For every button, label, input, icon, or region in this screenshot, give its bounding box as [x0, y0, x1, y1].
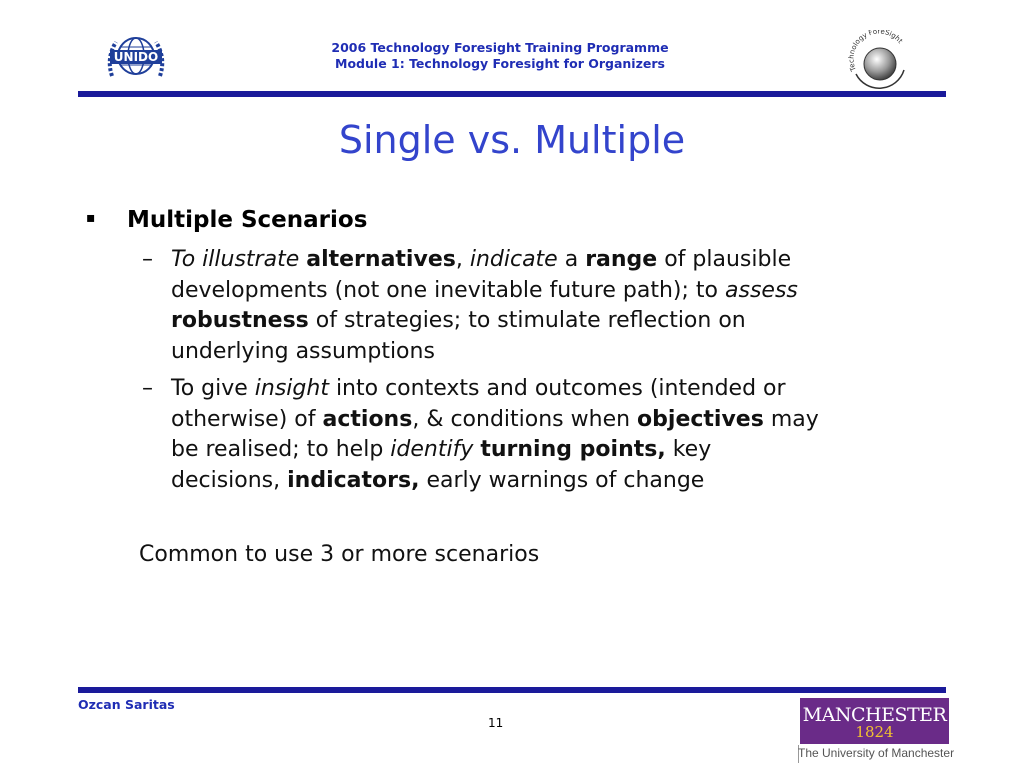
text-run: , & conditions when	[412, 406, 638, 432]
text-run: indicate	[469, 247, 558, 272]
header-title	[250, 40, 750, 72]
footer-author: Ozcan Saritas	[78, 697, 175, 712]
text-run: objectives	[637, 406, 764, 432]
header-line-1: 2006 Technology Foresight Training Programme	[331, 40, 669, 55]
footer-divider	[78, 687, 946, 693]
foresight-logo-text: Technology ForeSight	[847, 30, 905, 73]
dash-bullet-icon: –	[142, 376, 153, 401]
sub-bullet-line	[171, 374, 786, 405]
header-line-2: Module 1: Technology Foresight for Organizers	[335, 56, 665, 71]
text-run: insight	[254, 376, 329, 401]
sub-bullet-line	[171, 337, 435, 368]
unido-logo-text: UNIDO	[113, 50, 159, 64]
page-number: 11	[488, 716, 504, 730]
manchester-logo-fullname: The University of Manchester	[798, 746, 955, 760]
slide-title: Single vs. Multiple	[338, 118, 686, 162]
header-divider	[78, 91, 946, 97]
text-run: may	[763, 406, 819, 432]
text-run: alternatives	[306, 247, 456, 272]
sub-bullet-line	[171, 245, 791, 276]
text-run: a	[557, 247, 586, 272]
text-run: decisions,	[171, 467, 288, 493]
sub-bullet-line	[171, 405, 819, 436]
text-run: range	[585, 247, 658, 272]
text-run: otherwise) of	[171, 406, 323, 432]
text-run: identify	[390, 437, 474, 462]
text-run: into contexts and outcomes (intended or	[328, 376, 786, 401]
text-run: turning points,	[480, 437, 666, 462]
text-run: be realised; to help	[171, 437, 391, 462]
sub-bullet-line	[171, 435, 711, 466]
common-note: Common to use 3 or more scenarios	[139, 542, 540, 567]
text-run: indicators,	[287, 467, 420, 493]
text-run: actions	[322, 406, 413, 432]
manchester-logo-name: MANCHESTER	[802, 704, 947, 726]
manchester-logo-year: 1824	[855, 723, 894, 741]
text-run: ,	[455, 247, 470, 272]
text-run: of plausible	[657, 247, 792, 272]
sub-bullet-line	[171, 276, 798, 307]
text-run: of strategies; to stimulate reflection on	[308, 308, 746, 333]
square-bullet-icon: ▪	[86, 210, 96, 226]
text-run: To illustrate	[171, 247, 300, 272]
dash-bullet-icon: –	[142, 247, 153, 272]
text-run: assess	[725, 277, 798, 303]
sub-bullet-line	[171, 466, 704, 497]
text-run: underlying assumptions	[171, 338, 435, 364]
text-run: To give	[171, 376, 255, 401]
bullet-label: Multiple Scenarios	[127, 207, 368, 233]
text-run: early warnings of change	[419, 467, 705, 493]
unido-logo	[104, 30, 168, 86]
text-run: robustness	[171, 308, 309, 333]
sub-bullet-line	[171, 306, 746, 337]
text-run: key	[665, 437, 712, 462]
technology-foresight-logo	[846, 30, 910, 92]
text-run: developments (not one inevitable future path); to	[171, 277, 725, 303]
university-of-manchester-logo	[798, 698, 955, 762]
